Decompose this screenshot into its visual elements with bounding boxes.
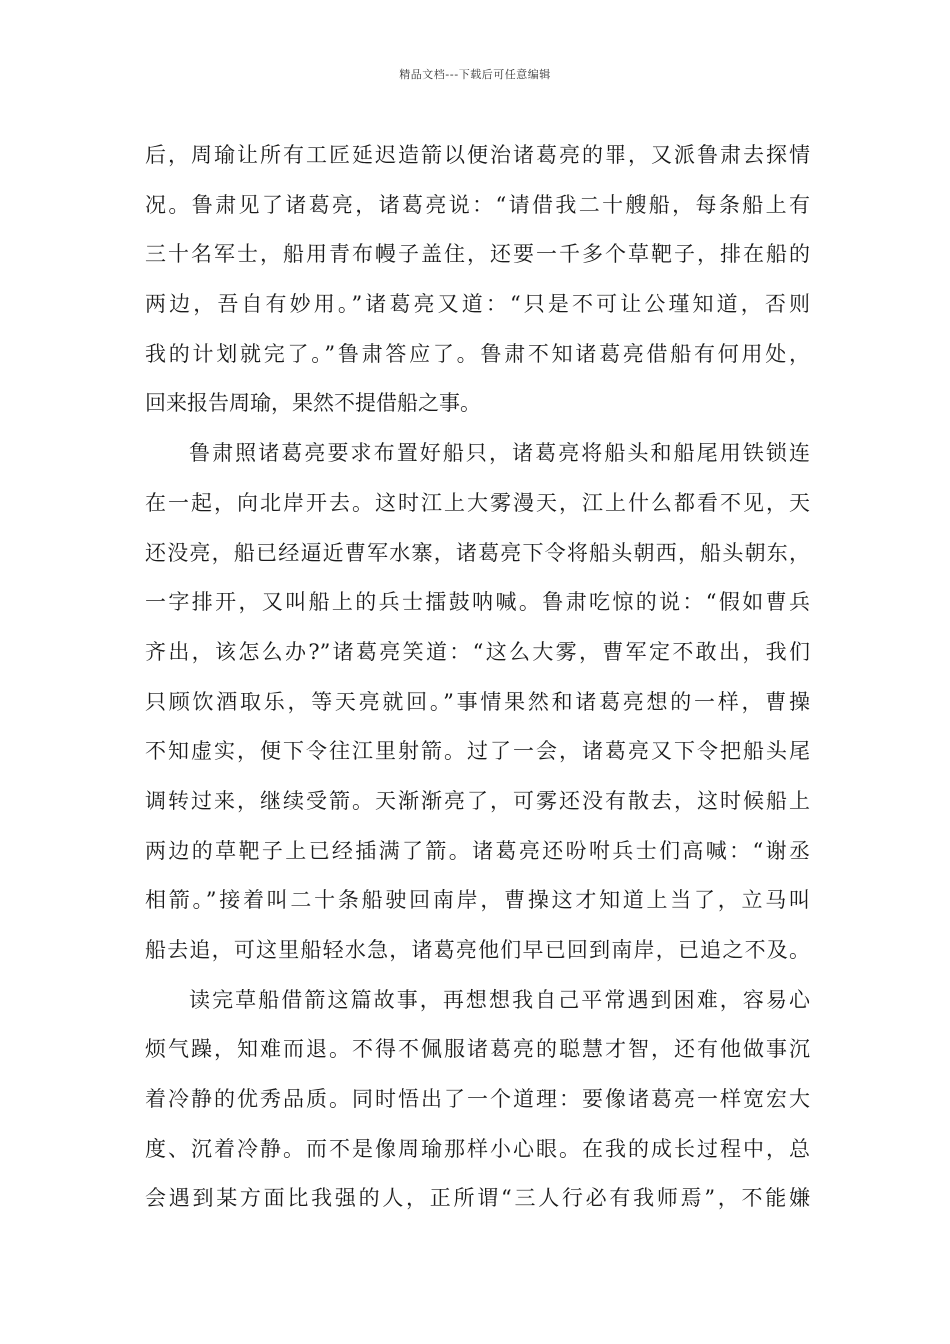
text-line: 会遇到某方面比我强的人，正所谓“三人行必有我师焉”，不能嫌 xyxy=(145,1186,810,1211)
text-line: 况。鲁肃见了诸葛亮，诸葛亮说：“请借我二十艘船，每条船上有 xyxy=(145,192,810,217)
text-line: 齐出，该怎么办?”诸葛亮笑道：“这么大雾，曹军定不敢出，我们 xyxy=(145,639,810,664)
text-line: 相箭。”接着叫二十条船驶回南岸，曹操这才知道上当了，立马叫 xyxy=(145,888,810,913)
text-line: 回来报告周瑜，果然不提借船之事。 xyxy=(145,391,481,416)
text-line: 两边，吾自有妙用。”诸葛亮又道：“只是不可让公瑾知道，否则 xyxy=(145,292,810,317)
page-header: 精品文档---下载后可任意编辑 xyxy=(399,68,551,81)
paragraph xyxy=(145,429,810,976)
paragraph xyxy=(145,976,810,1224)
text-line: 一字排开，又叫船上的兵士擂鼓呐喊。鲁肃吃惊的说：“假如曹兵 xyxy=(145,590,810,615)
text-line: 鲁肃照诸葛亮要求布置好船只，诸葛亮将船头和船尾用铁锁连 xyxy=(189,441,810,466)
text-line: 三十名军士，船用青布幔子盖住，还要一千多个草靶子，排在船的 xyxy=(145,242,810,267)
paragraph xyxy=(145,131,810,429)
text-line: 两边的草靶子上已经插满了箭。诸葛亮还吩咐兵士们高喊：“谢丞 xyxy=(145,838,810,863)
document-body xyxy=(145,131,810,1224)
text-line: 烦气躁，知难而退。不得不佩服诸葛亮的聪慧才智，还有他做事沉 xyxy=(145,1037,810,1062)
text-line: 调转过来，继续受箭。天渐渐亮了，可雾还没有散去，这时候船上 xyxy=(145,788,810,813)
text-line: 后，周瑜让所有工匠延迟造箭以便治诸葛亮的罪，又派鲁肃去探情 xyxy=(145,143,810,167)
text-line: 船去追，可这里船轻水急，诸葛亮他们早已回到南岸，已追之不及。 xyxy=(145,938,810,962)
text-line: 还没亮，船已经逼近曹军水寨，诸葛亮下令将船头朝西，船头朝东， xyxy=(145,540,810,565)
text-line: 不知虚实，便下令往江里射箭。过了一会，诸葛亮又下令把船头尾 xyxy=(145,739,810,764)
text-line: 着冷静的优秀品质。同时悟出了一个道理：要像诸葛亮一样宽宏大 xyxy=(145,1087,810,1112)
text-line: 读完草船借箭这篇故事，再想想我自己平常遇到困难，容易心 xyxy=(189,987,810,1012)
text-line: 我的计划就完了。”鲁肃答应了。鲁肃不知诸葛亮借船有何用处， xyxy=(145,341,810,366)
text-line: 在一起，向北岸开去。这时江上大雾漫天，江上什么都看不见，天 xyxy=(145,490,810,515)
text-line: 只顾饮酒取乐，等天亮就回。”事情果然和诸葛亮想的一样，曹操 xyxy=(145,689,810,714)
text-line: 度、沉着冷静。而不是像周瑜那样小心眼。在我的成长过程中，总 xyxy=(145,1136,810,1161)
